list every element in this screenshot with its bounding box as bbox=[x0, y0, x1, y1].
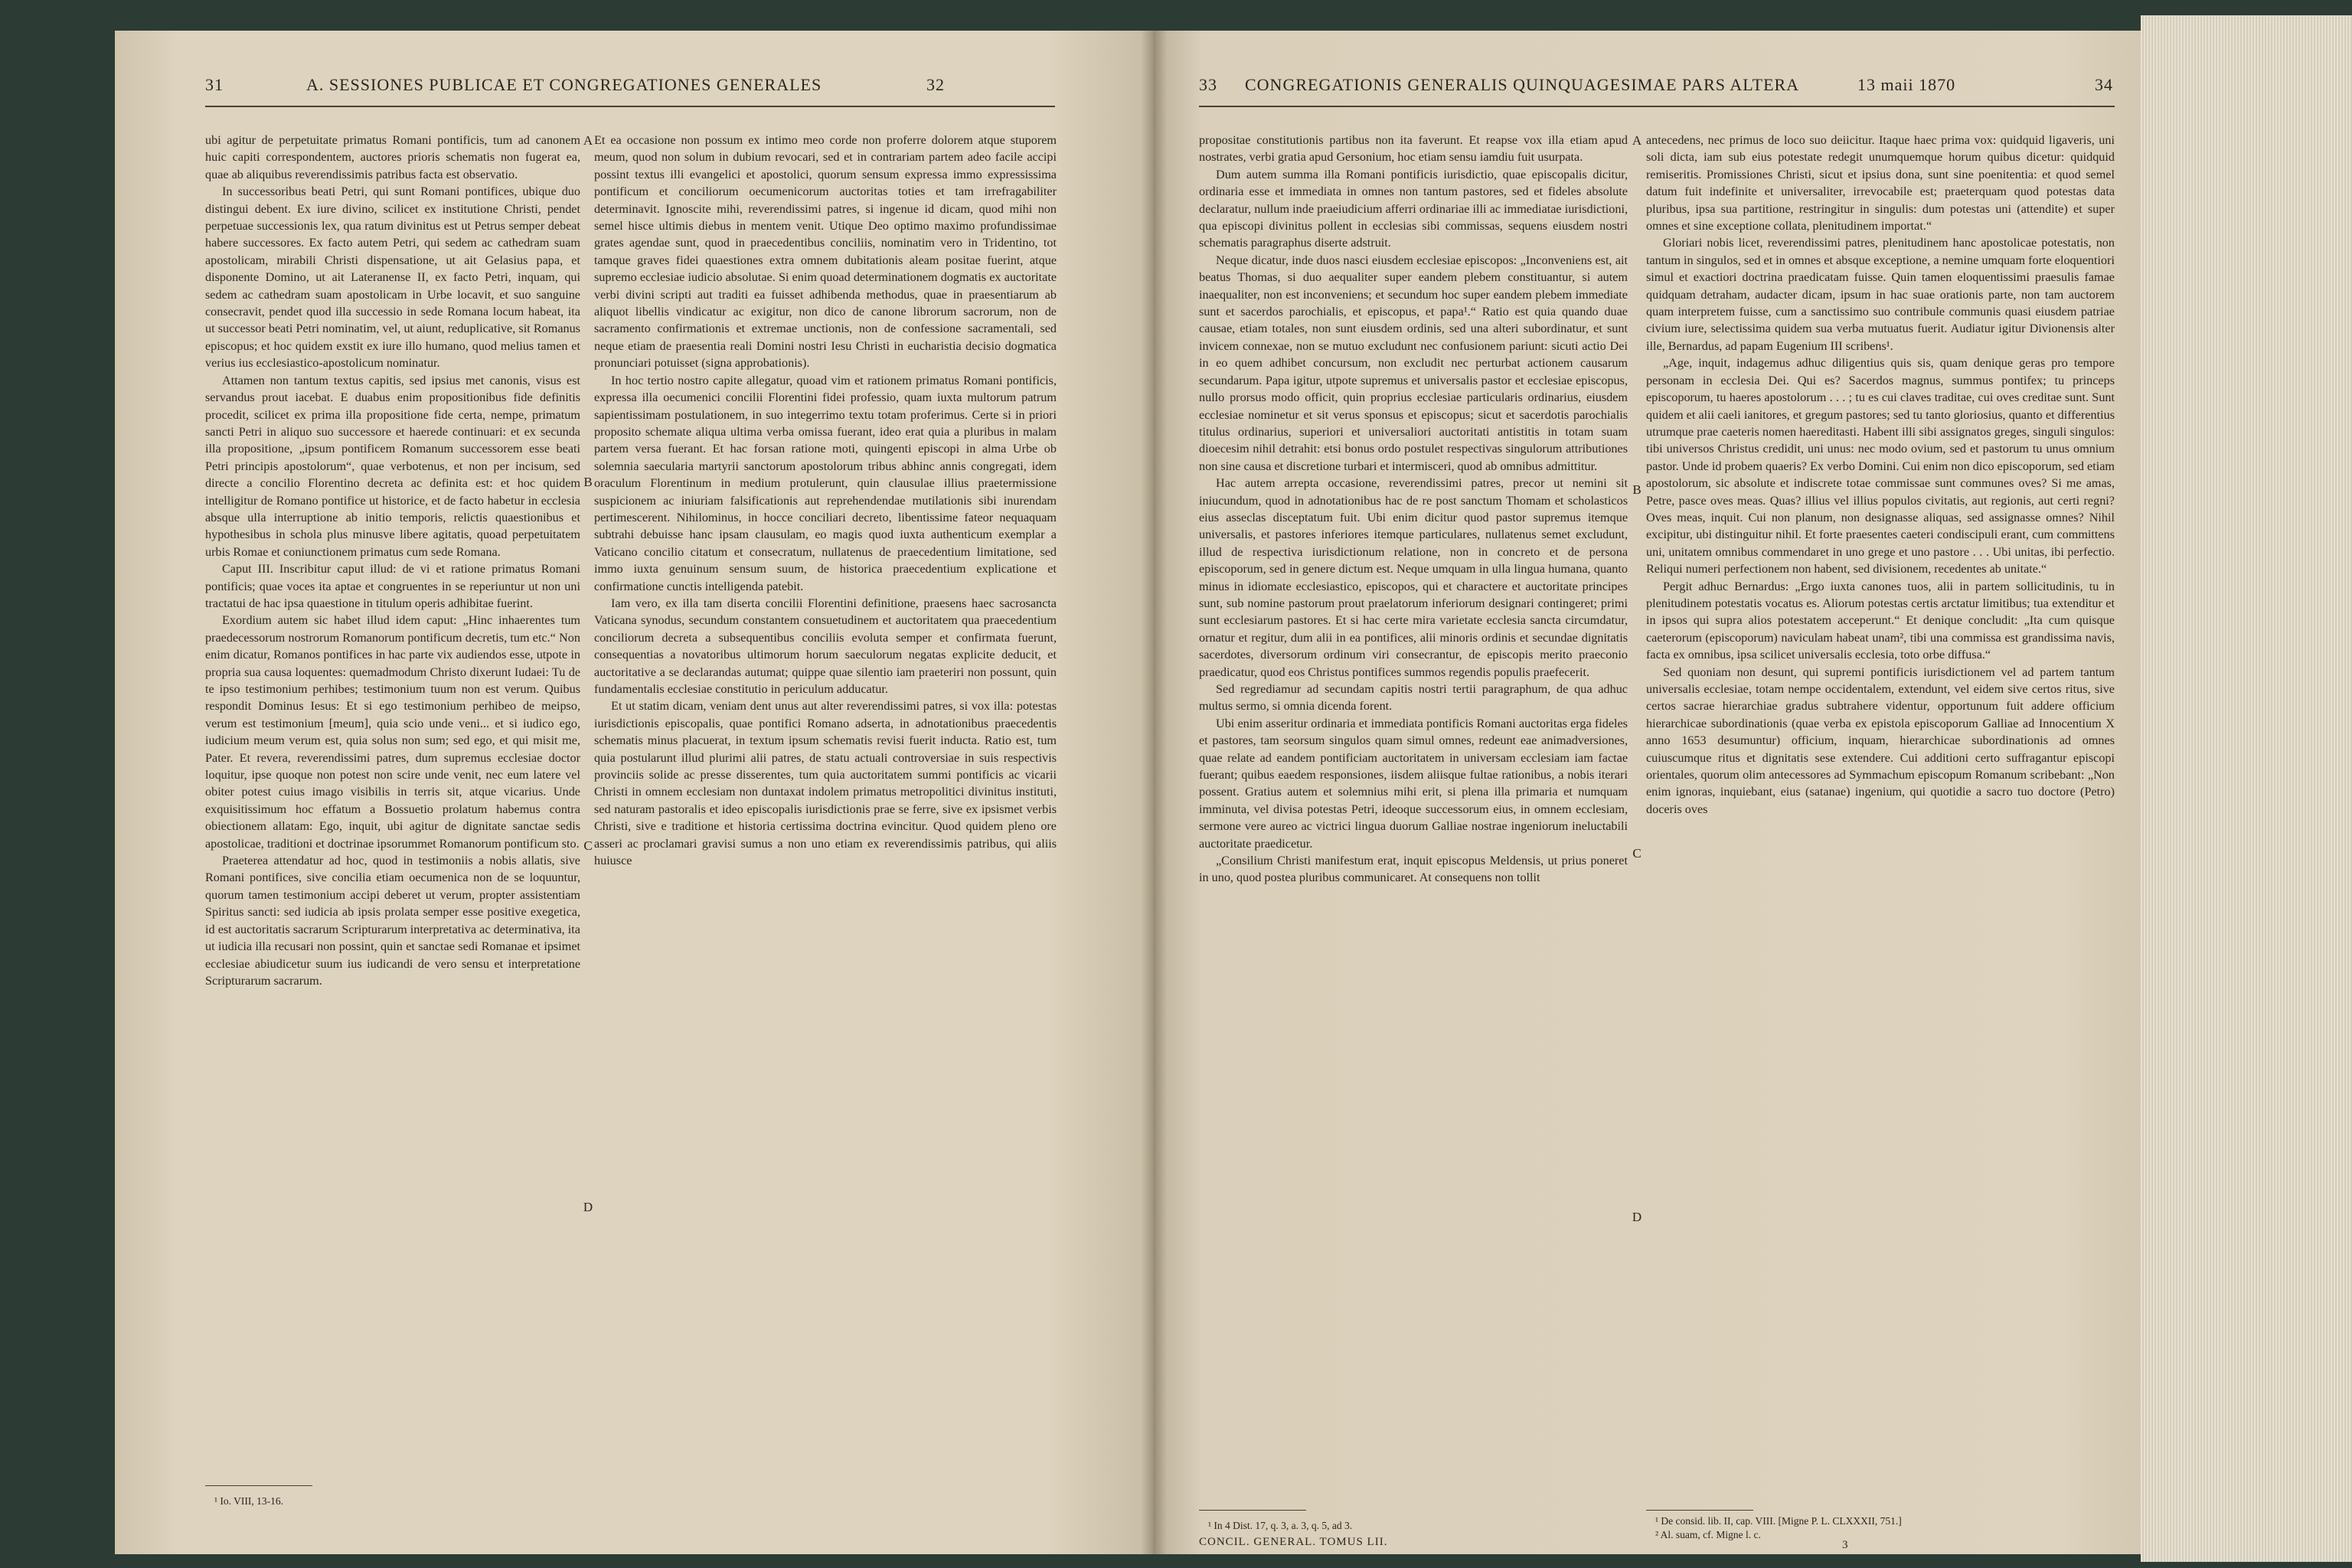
paragraph: Iam vero, ex illa tam diserta concilii Florentini definitione, praesens haec sacrosancta Vaticana synodus, secundum constantem consuetudinem et auctoritatem qua praecedentium conciliorum decreta a subsequentibus conciliis evoluta semper et confirmata fuerunt, consequentias a novatoribus ultimorum horum saeculorum negatas explicite deducit, et auctoritative a se declarandas autumat; quippe quae silentio iam praeteriri non possunt, quin fundamentalis ecclesiae constitutio in periculum adducatur. bbox=[594, 596, 1057, 696]
paragraph: Sed quoniam non desunt, qui supremi pontificis iurisdictionem vel ad partem tantum universalis ecclesiae, totam nempe occidentalem, extendunt, vel eidem sive certos ritus, sive certos sacrae hierarchiae gradus subtrahere videntur, opportunum fuit addere officium hierarchicae subordinationis (quae verba ex epistola episcoporum Galliae ad Innocentium X anno 1653 desumuntur) officium, inquam, hierarchicae subordinationis ad omnes cuiuscumque ritus et dignitatis sese extendere. Cui additioni certo suffragantur episcopi orientales, quorum olim antecessores ad Symmachum episcopum Romanum scribebant: „Non enim ignoras, inquiebant, eius (satanae) ingenium, qui quotidie a sacro tuo doctore (Petro) doceris oves bbox=[1646, 665, 2115, 816]
paragraph: Neque dicatur, inde duos nasci eiusdem ecclesiae episcopos: „Inconveniens est, ait beatus Thomas, si duo aequaliter super eandem plebem constituantur, si autem inaequaliter, non est inconveniens; et secundum hoc super eandem plebem immediate sunt et sacerdos parochialis, et episcopus, et papa¹.“ Ratio est quia quando duae causae, etiam totales, non sunt eiusdem ordinis, sed una alteri subordinatur, et sunt invicem connexae, non se mutuo excludunt nec confusionem pariunt: sicuti actio Dei in eo quem adhibet concursum, non excludit nec perturbat actionem causarum secundarum. Papa igitur, utpote supremus et universalis pastor et ecclesiae episcopus, nullo prorsus modo officit, quin proprius ecclesiae particularis ordinarius, eiusdem ecclesiae nominetur et sit verus sponsus et episcopus; sicut et sacerdotis parochialis titulus ordinarius, superiori et universaliori auctoritati antistitis in totam suam dioecesim nihil detrahit: etsi bonus ordo postulet respectivas singulorum attributiones non sine causa et discretione turbari et intermisceri, quod ab omnibus admittitur. bbox=[1199, 253, 1628, 473]
paragraph: Hac autem arrepta occasione, reverendissimi patres, precor ut nemini sit iniucundum, quod in adnotationibus hac de re post sanctum Thomam et scholasticos eius asseclas disceptatum fuit. Ubi enim dicitur quod pastor supremus itemque universalis, et pastores inferiores itemque particulares, nullatenus semet excludunt, illud de respectiva iurisdictionum relatione, non in concreto et de persona episcoporum, sed in genere dictum est. Neque umquam in ulla lingua humana, quanto minus in idiomate ecclesiastico, episcopos, qui et charactere et auctoritate principes sunt, sub nomine pastorum prout praelatorum inferiorum designari contingeret; primi sunt ecclesiarum pastores. Et si hac certe mira varietate ecclesia sancta circumdatur, ornatur et regitur, dum alii in ea pontifices, alii minoris ordinis et secundae dignitatis sacerdotes, diversorum ordinum viri consecrantur, de episcopis merito praeconio praedicatur, quod eos Christus pontifices summos regendis populis praefecerit. bbox=[1199, 476, 1628, 679]
right-column-b bbox=[1646, 132, 2115, 818]
paragraph: Ubi enim asseritur ordinaria et immediata pontificis Romani auctoritas erga fideles et pastores, tam seorsum singulos quam simul omnes, redeunt eae animadversiones, quae relate ad eandem pontificiam auctoritatem in universam ecclesiam iam factae fuerant; quibus eaedem responsiones, iisdem aliisque fultae rationibus, a nobis iterari possent. Gratius autem et solemnius mihi erit, si plena illa primaria et numquam imminuta, vel divisa potestas Petri, ideoque successorum eius, in omnem ecclesiam, sermone vere aureo ac victrici lingua duorum Galliae nostrae ingeniorum ineluctabili auctoritate praedicetur. bbox=[1199, 716, 1628, 851]
paragraph: In hoc tertio nostro capite allegatur, quoad vim et rationem primatus Romani pontificis, expressa illa oecumenici concilii Florentini fidei professio, quam iuxta multorum patrum sapientissimam postulationem, in suo integerrimo textu totam proferimus. Certe si in priori proposito schemate aliqua ultima verba omissa fuerant, ideo erat quia a pluribus in malam partem versa fuerant. Et hac forsan ratione moti, quingenti episcopi in alma Urbe ob solemnia saecularia martyrii sanctorum apostolorum tribus abhinc annis congregati, idem oraculum Florentinum in medium protulerunt, quin clausulae illius praetermissione suspicionem ac iniuriam falsificationis aut reprehendendae mutilationis sibi inurendam pertimescerent. Nihilominus, in hocce conciliari decreto, libentissime fateor nequaquam subtrahi debuisse hanc ipsam clausulam, eo magis quod iuxta authenticum exemplar a Vaticano concilio citatum et consecratum, nullatenus de praecedentium limitatione, sed immo iuxta genuinum sensum suum, de historica praecedentium explicatione et confirmatione cunctis intelligenda patebit. bbox=[594, 373, 1057, 593]
paragraph: Exordium autem sic habet illud idem caput: „Hinc inhaerentes tum praedecessorum nostrorum Romanorum pontificum decretis, tum etc.“ Non enim dicatur, Romanos pontifices in hac parte vix audiendos esse, utpote in propria sua causa loquentes: quemadmodum Christo dixerunt Iudaei: Tu de te ipso testimonium perhibes; testimonium tuum non est verum. Quibus respondit Dominus Iesus: Et si ego testimonium perhibeo de meipso, verum est testimonium [meum], quia scio unde veni... et si iudico ego, iudicium meum verum est, quia solus non sum; sed ego, et qui misit me, Pater. Et revera, reverendissimi patres, dum supremus ecclesiae doctor loquitur, ipse quoque non potest non scire unde venit, nec eum latere vel obiter potest cuius imago visibilis in terris sit, atque vicarius. Unde exquisitissimum hoc effatum a Bossuetio prolatum habemus contra obiectionem allatam: Ego, inquit, ubi agitur de dignitate sanctae sedis apostolicae, traditioni et doctrinae ipsorummet Romanorum pontificum sto. bbox=[205, 613, 580, 851]
right-page bbox=[1153, 31, 2141, 1554]
right-running-date: 13 maii 1870 bbox=[1857, 75, 1956, 94]
left-footnote-rule bbox=[205, 1485, 312, 1486]
left-running-title: A. SESSIONES PUBLICAE ET CONGREGATIONES GENERALES bbox=[306, 75, 822, 94]
right-footnote-rule-a bbox=[1199, 1510, 1306, 1511]
paragraph: Dum autem summa illa Romani pontificis iurisdictio, quae episcopalis dicitur, ordinaria esse et immediata in omnes non tantum pastores, sed et fideles absolute declaratur, nullum inde praeiudicium afferri ordinariae illi ac immediatae iurisdictioni, qua episcopi divinitus pollent in ecclesias sibi commissas, sequens eiusdem nostri schematis paragraphus diserte adstruit. bbox=[1199, 167, 1628, 250]
signature-mark: 3 bbox=[1842, 1539, 1849, 1551]
right-footnote-b2: ² Al. suam, cf. Migne l. c. bbox=[1655, 1529, 1761, 1540]
margin-letter-b: B bbox=[1632, 482, 1642, 497]
right-footnote-b1: ¹ De consid. lib. II, cap. VIII. [Migne P. L. CLXXXII, 751.] bbox=[1655, 1515, 1902, 1527]
left-page-number-inner: 32 bbox=[926, 75, 945, 94]
book-spine-shadow bbox=[1141, 31, 1167, 1554]
right-running-title: CONGREGATIONIS GENERALIS QUINQUAGESIMAE PARS ALTERA bbox=[1245, 75, 1800, 94]
margin-letter-a: A bbox=[583, 133, 593, 148]
paragraph: Et ea occasione non possum ex intimo meo corde non proferre dolorem atque stuporem meum, quod non solum in dubium revocari, sed et in contrariam partem adeo facile accipi possint textus illi evangelici et apostolici, quorum sensum expressa immo expressissima pontificum et conciliorum oecumenicorum auctoritas toties et tam irrefragabiliter determinavit. Ignoscite mihi, reverendissimi patres, si ingenue id dicam, quod mihi non semel hisce ultimis diebus in mentem venit. Utique Deo optimo maximo profundissimae grates agendae sunt, quod in praecedentibus conciliis, nominatim vero in Tridentino, tot tamque graves fidei quaestiones extra omnem dubitationis aleam positae fuerint, atque supremo ecclesiae iudicio absolutae. Si enim quoad determinationem dogmatis ex auctoritate verbi divini scripti aut traditi ea fuisset adhibenda methodus, quae in praesentiarum ab aliquot libellis vindicatur ac exigitur, non dico de canone librorum sacrorum, non de sacramento confirmationis et extremae unctionis, non de confessione sacramentali, sed neque etiam de praesentia reali Domini nostri Iesu Christi in eucharistia decisio dogmatica pronunciari potuisset (signa approbationis). bbox=[594, 133, 1057, 371]
margin-letter-d: D bbox=[583, 1200, 593, 1214]
left-column-b bbox=[594, 132, 1057, 869]
margin-letter-b: B bbox=[583, 475, 593, 489]
margin-letter-d: D bbox=[1632, 1210, 1642, 1224]
left-header-rule bbox=[205, 106, 1055, 107]
right-header-rule bbox=[1199, 106, 2115, 107]
right-footnote-a: ¹ In 4 Dist. 17, q. 3, a. 3, q. 5, ad 3. bbox=[1208, 1520, 1353, 1531]
left-footnote: ¹ Io. VIII, 13-16. bbox=[214, 1495, 284, 1507]
right-footnotes-b bbox=[1655, 1514, 1902, 1542]
paragraph: antecedens, nec primus de loco suo deiicitur. Itaque haec prima vox: quidquid ligaveris, uni soli dicta, iam sub eius potestate redegit unumquemque horum quibus dicetur: quidquid remiseritis. Promissiones Christi, sicut et ipsius dona, sunt sine poenitentia: et quod semel datum fuit indefinite et universaliter, irrevocabile est; praeterquam quod potestas data pluribus, ipsa sua partitione, restringitur in singulis: dum potestas uni (attendite) et super omnes et sine exceptione collata, plenitudinem importat.“ bbox=[1646, 133, 2115, 234]
right-page-number-inner: 33 bbox=[1199, 75, 1217, 94]
paragraph: ubi agitur de perpetuitate primatus Romani pontificis, tum ad canonem huic capiti correspondentem, auctores prioris schematis non fugerat ea, quae ab aliquibus reverendissimis patribus facta est observatio. bbox=[205, 133, 580, 181]
paragraph: Praeterea attendatur ad hoc, quod in testimoniis a nobis allatis, sive Romani pontifices, sive concilia etiam oecumenica non de se loquuntur, quorum tamen testimonium accipi deberet ut verum, propter assistentiam Spiritus sancti: sed iudicia ab ipsis prolata semper esse positive exegetica, id est auctoritatis sacrarum Scripturarum interpretativa ac determinativa, ita ut iudicia illa recusari non possint, quin et sanctae sedi Romanae et ipsimet ecclesiae abiudicetur suum ius iudicandi de vero sensu et interpretatione Scripturarum sacrarum. bbox=[205, 854, 580, 988]
left-page bbox=[115, 31, 1153, 1554]
left-running-head bbox=[115, 75, 1153, 106]
margin-letter-a: A bbox=[1632, 133, 1642, 148]
paragraph: Caput III. Inscribitur caput illud: de vi et ratione primatus Romani pontificis; quae voces ita aptae et congruentes in se reperiuntur ut non uni tractatui de hac ipsa quaestione in titulum operis adhibitae fuerint. bbox=[205, 562, 580, 610]
right-page-number-outer: 34 bbox=[2095, 75, 2113, 94]
paragraph: Attamen non tantum textus capitis, sed ipsius met canonis, visus est servandus prout iacebat. E duabus enim propositionibus fide definitis procedit, scilicet ex prima illa propositione fide certa, nempe, primatum sancti Petri in aliquo suo successore et haerede continuari: et ex secunda illa propositione, „ipsum pontificem Romanum successorem esse beati Petri principis apostolorum“, quae verbotenus, et non per incisum, sed directe a concilio Florentino decreta ac definita est: et hoc quidem intelligitur de Romano pontifice ut historice, et de facto habetur in ecclesia absque ulla interruptione ab initio temporis, relictis quaestionibus et hypothesibus in schola plus minusve libere agitatis, quoad perpetuitatem urbis Romae et coniunctionem primatus cum sede Romana. bbox=[205, 373, 580, 559]
paragraph: Et ut statim dicam, veniam dent unus aut alter reverendissimi patres, si vox illa: potestas iurisdictionis episcopalis, quae pontifici Romano adserta, in adnotationibus praecedentis schematis minus placuerat, in textum ipsum schematis revisi fuerit inducta. Ratio est, tum quia postularunt illud plurimi alii patres, de statu actuali controversiae in suis respectivis provinciis solide ac presse disserentes, tum quia auctoritatem summi pontificis ac vicarii Christi in omnem ecclesiam non duntaxat indolem primatus metropolitici divinitus instituti, sed naturam pastoralis et ideo episcopalis iurisdictionis prae se ferre, sive ex ipsismet verbis Christi, sive e traditione et historia certissima doctrina evincitur. Quod quidem pleno ore asseri ac proclamari gravisi sumus a non uno etiam ex reverendissimis patribus, qui aliis huiusce bbox=[594, 699, 1057, 868]
margin-letter-c: C bbox=[1632, 846, 1642, 861]
right-footnote-rule-b bbox=[1646, 1510, 1753, 1511]
signature-label: CONCIL. GENERAL. TOMUS LII. bbox=[1199, 1536, 1388, 1548]
margin-letter-c: C bbox=[583, 838, 593, 853]
left-page-number-outer: 31 bbox=[205, 75, 224, 94]
paragraph: „Age, inquit, indagemus adhuc diligentius quis sis, quam denique geras pro tempore personam in ecclesia Dei. Qui es? Sacerdos magnus, summus pontifex; tu princeps episcoporum, tu haeres apostolorum . . . ; tu es cui claves traditae, cui oves creditae sunt. Sunt quidem et alii caeli ianitores, et gregum pastores; sed tu tanto gloriosius, quanto et differentius utrumque prae caeteris nomen haereditasti. Habent illi sibi assignatos greges, singuli singulos: tibi universos Christus credidit, uni unus: nec modo ovium, sed et pastorum tu unus omnium pastor. Unde id probem quaeris? Ex verbo Domini. Cui enim non dico episcoporum, sed etiam apostolorum, sic absolute et indiscrete totae commissae sunt communes oves? Si me amas, Petre, pasce oves meas. Quas? illius vel illius populos civitatis, aut regionis, aut certi regni? Oves meas, inquit. Cui non planum, non designasse aliquas, sed assignasse omnes? Nihil excipitur, ubi distinguitur nihil. Et forte praesentes caeteri condiscipuli erant, cum committens uni, unitatem omnibus commendaret in uno grege et uno pastore . . . Ubi unitas, ibi perfectio. Reliqui numeri perfectionem non habent, sed divisionem, recedentes ab unitate.“ bbox=[1646, 356, 2115, 577]
page-edges bbox=[2141, 15, 2352, 1562]
right-column-a bbox=[1199, 132, 1628, 887]
paragraph: propositae constitutionis partibus non ita faverunt. Et reapse vox illa etiam apud nostrates, verbi gratia apud Gersonium, hoc etiam sensu iamdiu fuit usurpata. bbox=[1199, 133, 1628, 165]
paragraph: Pergit adhuc Bernardus: „Ergo iuxta canones tuos, alii in partem sollicitudinis, tu in plenitudinem potestatis vocatus es. Aliorum potestas certis arctatur limitibus; tua extenditur et in ipsos qui supra alios potestatem acceperunt.“ Et denique concludit: „Ita cum quisque caeterorum (episcoporum) naviculam habeat unam², tibi una commissa est grandissima navis, facta ex omnibus, ipsa scilicet universalis ecclesia, toto orbe diffusa.“ bbox=[1646, 579, 2115, 662]
left-column-a bbox=[205, 132, 580, 989]
paragraph: „Consilium Christi manifestum erat, inquit episcopus Meldensis, ut prius poneret in uno, quod postea pluribus communicaret. At consequens non tollit bbox=[1199, 854, 1628, 885]
paragraph: In successoribus beati Petri, qui sunt Romani pontifices, ubique duo distingui debent. Ex iure divino, scilicet ex institutione Christi, pendet perpetuae successionis lex, qua ratum divinitus est ut Petrus semper debeat habere successores. Ex facto autem Petri, qui sedem ac cathedram suam apostolicam, mirabili Christi dispensatione, ut ait Gelasius papa, et disponente Domino, ut ait Lateranense II, ex facto Petri, inquam, qui sedem ac cathedram suam apostolicam in Urbe locavit, et suo sanguine consecravit, pendet quod illa successio in sede Romana locum habeat, ita ut successor beati Petri nominatim, vel, ut aiunt, reduplicative, sit Romanus episcopus; et hoc quidem exstit ex iure illo humano, quod melius tamen et verius ius ecclesiastico-apostolicum nominatur. bbox=[205, 185, 580, 371]
right-running-head bbox=[1153, 75, 2141, 106]
paragraph: Sed regrediamur ad secundam capitis nostri tertii paragraphum, de qua adhuc multus sermo, si omnia dicenda forent. bbox=[1199, 682, 1628, 714]
paragraph: Gloriari nobis licet, reverendissimi patres, plenitudinem hanc apostolicae potestatis, non tantum in singulos, sed et in omnes et absque exceptione, a nemine umquam forte eloquentiori simul et exactiori doctrina praedicatam fuisse. Quin tamen eloquentissimi praesulis famae quidquam detraham, audacter dicam, ipsum in hac suae orationis parte, non tam auctorem quam interpretem fuisse, cum a sanctissimo suo contribule communis quasi eiusdem patriae civium iure, selectissima quidem sua verba mutuatus fuerit. Audiatur igitur Divionensis alter ille, Bernardus, ad papam Eugenium III scribens¹. bbox=[1646, 236, 2115, 353]
